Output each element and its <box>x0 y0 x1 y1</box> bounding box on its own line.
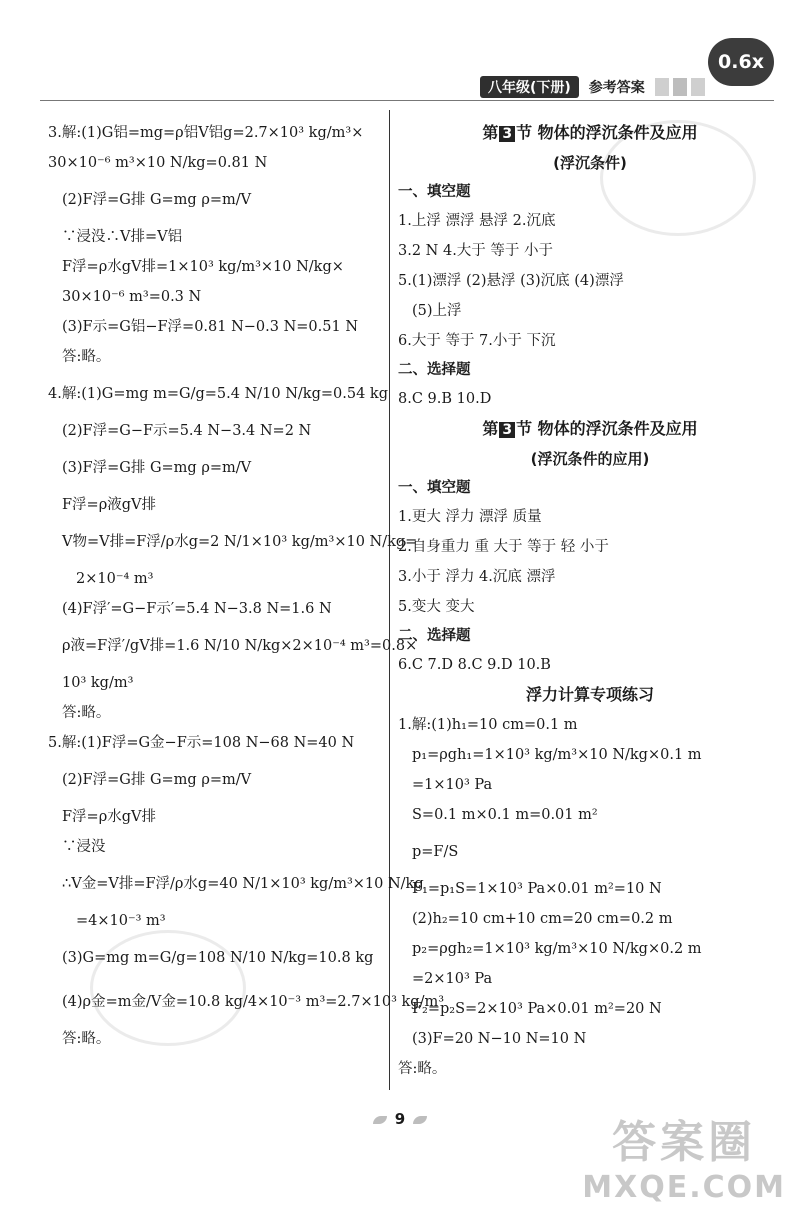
answer-line: (4)F浮′=G−F示′=5.4 N−3.8 N=1.6 N <box>62 601 332 617</box>
answer-line: 1.上浮 漂浮 悬浮 2.沉底 <box>398 213 556 229</box>
answer-line: ∴V金=V排=F浮/ρ水g=40 N/1×10³ kg/m³×10 N/kg <box>62 876 424 892</box>
answer-line: 答:略。 <box>62 1031 111 1047</box>
answer-line: 5.变大 变大 <box>398 599 475 615</box>
answer-line: 30×10⁻⁶ m³×10 N/kg=0.81 N <box>48 155 268 171</box>
answer-line: 6.C 7.D 8.C 9.D 10.B <box>398 657 551 673</box>
answer-line: =4×10⁻³ m³ <box>76 913 166 929</box>
grade-tag: 八年级(下册) <box>480 76 579 98</box>
answer-line: V物=V排=F浮/ρ水g=2 N/1×10³ kg/m³×10 N/kg= <box>62 534 418 550</box>
site-watermark: 答案圈 MXQE.COM <box>582 1117 786 1205</box>
answer-line: 3.解:(1)G铝=mg=ρ铝V铝g=2.7×10³ kg/m³× <box>48 125 364 141</box>
section-subtitle: (浮沉条件) <box>553 154 627 172</box>
answer-line: (2)F浮=G−F示=5.4 N−3.4 N=2 N <box>62 423 312 439</box>
answer-line: =2×10³ Pa <box>412 971 493 987</box>
answer-line: p₂=ρgh₂=1×10³ kg/m³×10 N/kg×0.2 m <box>412 941 702 957</box>
answer-line: (4)ρ金=m金/V金=10.8 kg/4×10⁻³ m³=2.7×10³ kg/m³ <box>62 994 445 1010</box>
answer-line: 2×10⁻⁴ m³ <box>76 571 154 587</box>
answer-line: (3)G=mg m=G/g=108 N/10 N/kg=10.8 kg <box>62 950 374 966</box>
part-heading: 一、填空题 <box>398 480 471 496</box>
answer-line: 4.解:(1)G=mg m=G/g=5.4 N/10 N/kg=0.54 kg <box>48 386 388 402</box>
answer-line: 2.自身重力 重 大于 等于 轻 小于 <box>398 539 609 555</box>
part-heading: 二、选择题 <box>398 362 471 378</box>
answer-line: S=0.1 m×0.1 m=0.01 m² <box>412 807 598 823</box>
playback-speed-badge[interactable]: 0.6x <box>708 38 774 86</box>
leaf-icon <box>413 1116 427 1124</box>
answer-line: 10³ kg/m³ <box>62 675 134 691</box>
answer-line: F浮=ρ水gV排 <box>62 809 156 825</box>
answer-line: ∵浸没∴V排=V铝 <box>62 229 183 245</box>
answer-line: 答:略。 <box>398 1061 447 1077</box>
answer-line: (3)F浮=G排 G=mg ρ=m/V <box>62 460 252 476</box>
section-subtitle: (浮沉条件的应用) <box>530 450 650 468</box>
answer-line: F₂=p₂S=2×10³ Pa×0.01 m²=20 N <box>412 1001 662 1017</box>
answer-line: ∵浸没 <box>62 839 106 855</box>
page-header <box>480 76 705 98</box>
answer-line: 5.解:(1)F浮=G金−F示=108 N−68 N=40 N <box>48 735 355 751</box>
answer-line: 1.更大 浮力 漂浮 质量 <box>398 509 542 525</box>
answer-line: 3.小于 浮力 4.沉底 漂浮 <box>398 569 556 585</box>
answer-line: 3.2 N 4.大于 等于 小于 <box>398 243 554 259</box>
answer-line: (2)F浮=G排 G=mg ρ=m/V <box>62 192 252 208</box>
answer-line: 6.大于 等于 7.小于 下沉 <box>398 333 556 349</box>
answer-line: 5.(1)漂浮 (2)悬浮 (3)沉底 (4)漂浮 <box>398 273 624 289</box>
answer-line: ρ液=F浮′/gV排=1.6 N/10 N/kg×2×10⁻⁴ m³=0.8× <box>62 638 418 654</box>
answer-line: F₁=p₁S=1×10³ Pa×0.01 m²=10 N <box>412 881 662 897</box>
answer-line: 答:略。 <box>62 349 111 365</box>
answer-line: p=F/S <box>412 844 459 860</box>
answer-line: F浮=ρ水gV排=1×10³ kg/m³×10 N/kg× <box>62 259 344 275</box>
answer-line: 答:略。 <box>62 705 111 721</box>
section-title: 第 3 节 物体的浮沉条件及应用 <box>482 123 698 142</box>
answer-line: 8.C 9.B 10.D <box>398 391 492 407</box>
answer-line: p₁=ρgh₁=1×10³ kg/m³×10 N/kg×0.1 m <box>412 747 702 763</box>
answer-line: (5)上浮 <box>412 303 462 319</box>
answer-line: F浮=ρ液gV排 <box>62 497 156 513</box>
answer-line: 30×10⁻⁶ m³=0.3 N <box>62 289 202 305</box>
answer-line: (2)F浮=G排 G=mg ρ=m/V <box>62 772 252 788</box>
answer-line: (3)F示=G铝−F浮=0.81 N−0.3 N=0.51 N <box>62 319 359 335</box>
answer-line: (3)F=20 N−10 N=10 N <box>412 1031 587 1047</box>
answer-line: 1.解:(1)h₁=10 cm=0.1 m <box>398 717 578 733</box>
leaf-icon <box>373 1116 387 1124</box>
section-title: 浮力计算专项练习 <box>525 685 654 704</box>
section-tag: 参考答案 <box>588 80 645 96</box>
header-rule <box>40 100 774 101</box>
page-number: 9 <box>360 1110 440 1128</box>
part-heading: 一、填空题 <box>398 184 471 200</box>
header-decoration <box>655 78 705 96</box>
part-heading: 二、选择题 <box>398 628 471 644</box>
section-title: 第 3 节 物体的浮沉条件及应用 <box>482 419 698 438</box>
column-divider <box>389 110 390 1090</box>
right-column <box>398 118 782 1084</box>
answer-line: (2)h₂=10 cm+10 cm=20 cm=0.2 m <box>412 911 673 927</box>
answer-line: =1×10³ Pa <box>412 777 493 793</box>
